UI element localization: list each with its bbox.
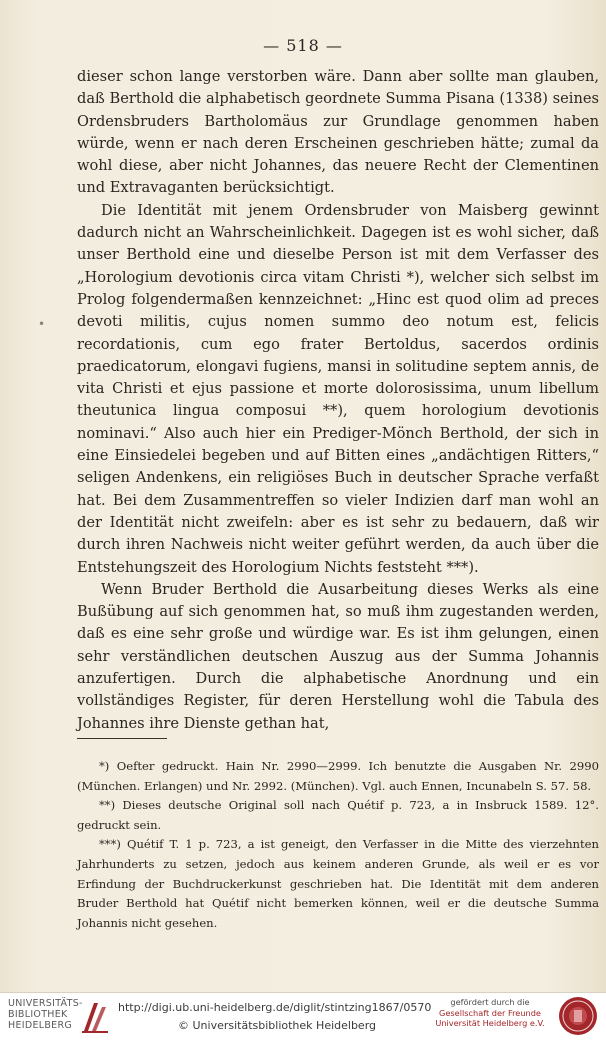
page-number: — 518 — (263, 36, 343, 55)
sponsor-line-1: gefördert durch die (450, 997, 530, 1007)
footnotes (77, 757, 599, 933)
copyright-notice: © Universitätsbibliothek Heidelberg (178, 1019, 377, 1032)
library-name-line-3: HEIDELBERG (8, 1020, 73, 1031)
library-logo-icon (80, 997, 110, 1035)
library-name (8, 998, 83, 1031)
permalink-url[interactable]: http://digi.ub.uni-heidelberg.de/diglit/stintzing1867/0570 (118, 1001, 432, 1014)
paragraph-3: Wenn Bruder Berthold die Ausarbeitung dieses Werks als eine Bußübung auf sich genommen hat, so muß ihm zugestanden werden, daß es eine sehr große und würdige war. Es ist ihm gelungen, einen sehr verständlichen deutschen Auszug aus der Summa Johannis anzufertigen. Durch die alphabetische Anordnung und ein vollständiges Register, für deren Herstellung wohl die Tabula des Johannes ihre Dienste gethan hat, (77, 580, 599, 732)
footnote-rule (77, 738, 167, 739)
library-name-line-1: UNIVERSITÄTS- (8, 998, 83, 1009)
footnote-3: ***) Quétif T. 1 p. 723, a ist geneigt, den Verfasser in die Mitte des vierzehnten Jahrhunderts zu setzen, jedoch aus keinem anderen Grunde, als weil er es vor Erfindung der Buchdruckerkunst geschrieben hat. Die Identität mit dem anderen Bruder Berthold hat Quétif nicht bemerken können, weil er die deutsche Summa Johannis nicht gesehen. (77, 837, 599, 930)
university-seal-icon (558, 996, 598, 1036)
sponsor-line-3: Universität Heidelberg e.V. (435, 1018, 545, 1028)
paragraph-1: dieser schon lange verstorben wäre. Dann aber sollte man glauben, daß Berthold die alphabetisch geordnete Summa Pisana (1338) seines Ordensbruders Bartholomäus zur Grundlage genommen haben würde, wenn er nach deren Erscheinen geschrieben hätte; zumal da wohl diese, aber nicht Johannes, das neuere Recht der Clementinen und Extravaganten berücksichtigt. (77, 68, 599, 197)
paragraph-2: Die Identität mit jenem Ordensbruder von Maisberg gewinnt dadurch nicht an Wahrscheinlichkeit. Dagegen ist es wohl sicher, daß unser Berthold eine und dieselbe Person ist mit dem Verfasser des „Horologium devotionis circa vitam Christi *), welcher sich selbst im Prolog folgendermaßen kennzeichnet: „Hinc est quod olim ad preces devoti militis, cujus nomen summo deo notum est, felicis recordationis, cum ego frater Bertoldus, sacerdos ordinis praedicatorum, elongavi fugiens, mansi in solitudine septem annis, de vita Christi et ejus passione et morte dolorosissima, unum libellum theutunica lingua composui **), quem horologium devotionis nominavi.“ Also auch hier ein Prediger-Mönch Berthold, der sich in eine Einsiedelei begeben und auf Bitten eines „andächtigen Ritters,“ seligen Andenkens, ein religiöses Buch in deutscher Sprache verfaßt hat. Bei dem Zusammentreffen so vieler Indizien darf man wohl an der Identität nicht zweifeln: aber es ist sehr zu bedauern, daß wir durch ihren Nachweis nicht weiter geführt werden, da auch über die Entstehungszeit des Horologium Nichts feststeht ***). (77, 201, 599, 576)
margin-mark: • (38, 317, 46, 331)
footnote-2: **) Dieses deutsche Original soll nach Quétif p. 723, a in Insbruck 1589. 12°. gedruckt sein. (77, 798, 599, 832)
main-text (77, 66, 599, 735)
sponsor-notice (430, 997, 550, 1029)
library-name-line-2: BIBLIOTHEK (8, 1009, 68, 1020)
sponsor-line-2: Gesellschaft der Freunde (439, 1007, 541, 1018)
digitization-footer (0, 992, 606, 1041)
footnote-1: *) Oefter gedruckt. Hain Nr. 2990—2999. Ich benutzte die Ausgaben Nr. 2990 (München. Erlangen) und Nr. 2992. (München). Vgl. auch Ennen, Incunabeln S. 57. 58. (77, 759, 599, 793)
